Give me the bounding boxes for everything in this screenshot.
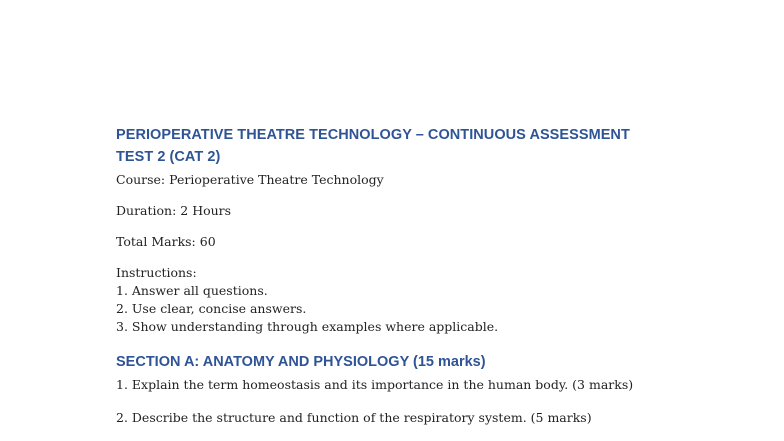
section-a-heading: SECTION A: ANATOMY AND PHYSIOLOGY (15 marks) xyxy=(116,354,486,370)
instruction-item: 2. Use clear, concise answers. xyxy=(116,301,307,316)
instructions-heading: Instructions: xyxy=(116,265,197,280)
document-body xyxy=(116,124,756,427)
course-line: Course: Perioperative Theatre Technology xyxy=(116,172,384,187)
instruction-item: 3. Show understanding through examples where applicable. xyxy=(116,319,499,334)
question-item: 1. Explain the term homeostasis and its importance in the human body. (3 marks) xyxy=(116,377,634,392)
question-item: 2. Describe the structure and function of the respiratory system. (5 marks) xyxy=(116,410,592,425)
duration-line: Duration: 2 Hours xyxy=(116,203,232,218)
document-title-line-1: PERIOPERATIVE THEATRE TECHNOLOGY – CONTINUOUS ASSESSMENT xyxy=(116,127,630,143)
document-title-line-2: TEST 2 (CAT 2) xyxy=(116,149,221,165)
instruction-item: 1. Answer all questions. xyxy=(116,283,268,298)
instructions-block xyxy=(116,264,756,336)
document-title xyxy=(116,124,756,168)
total-marks-line: Total Marks: 60 xyxy=(116,234,216,249)
